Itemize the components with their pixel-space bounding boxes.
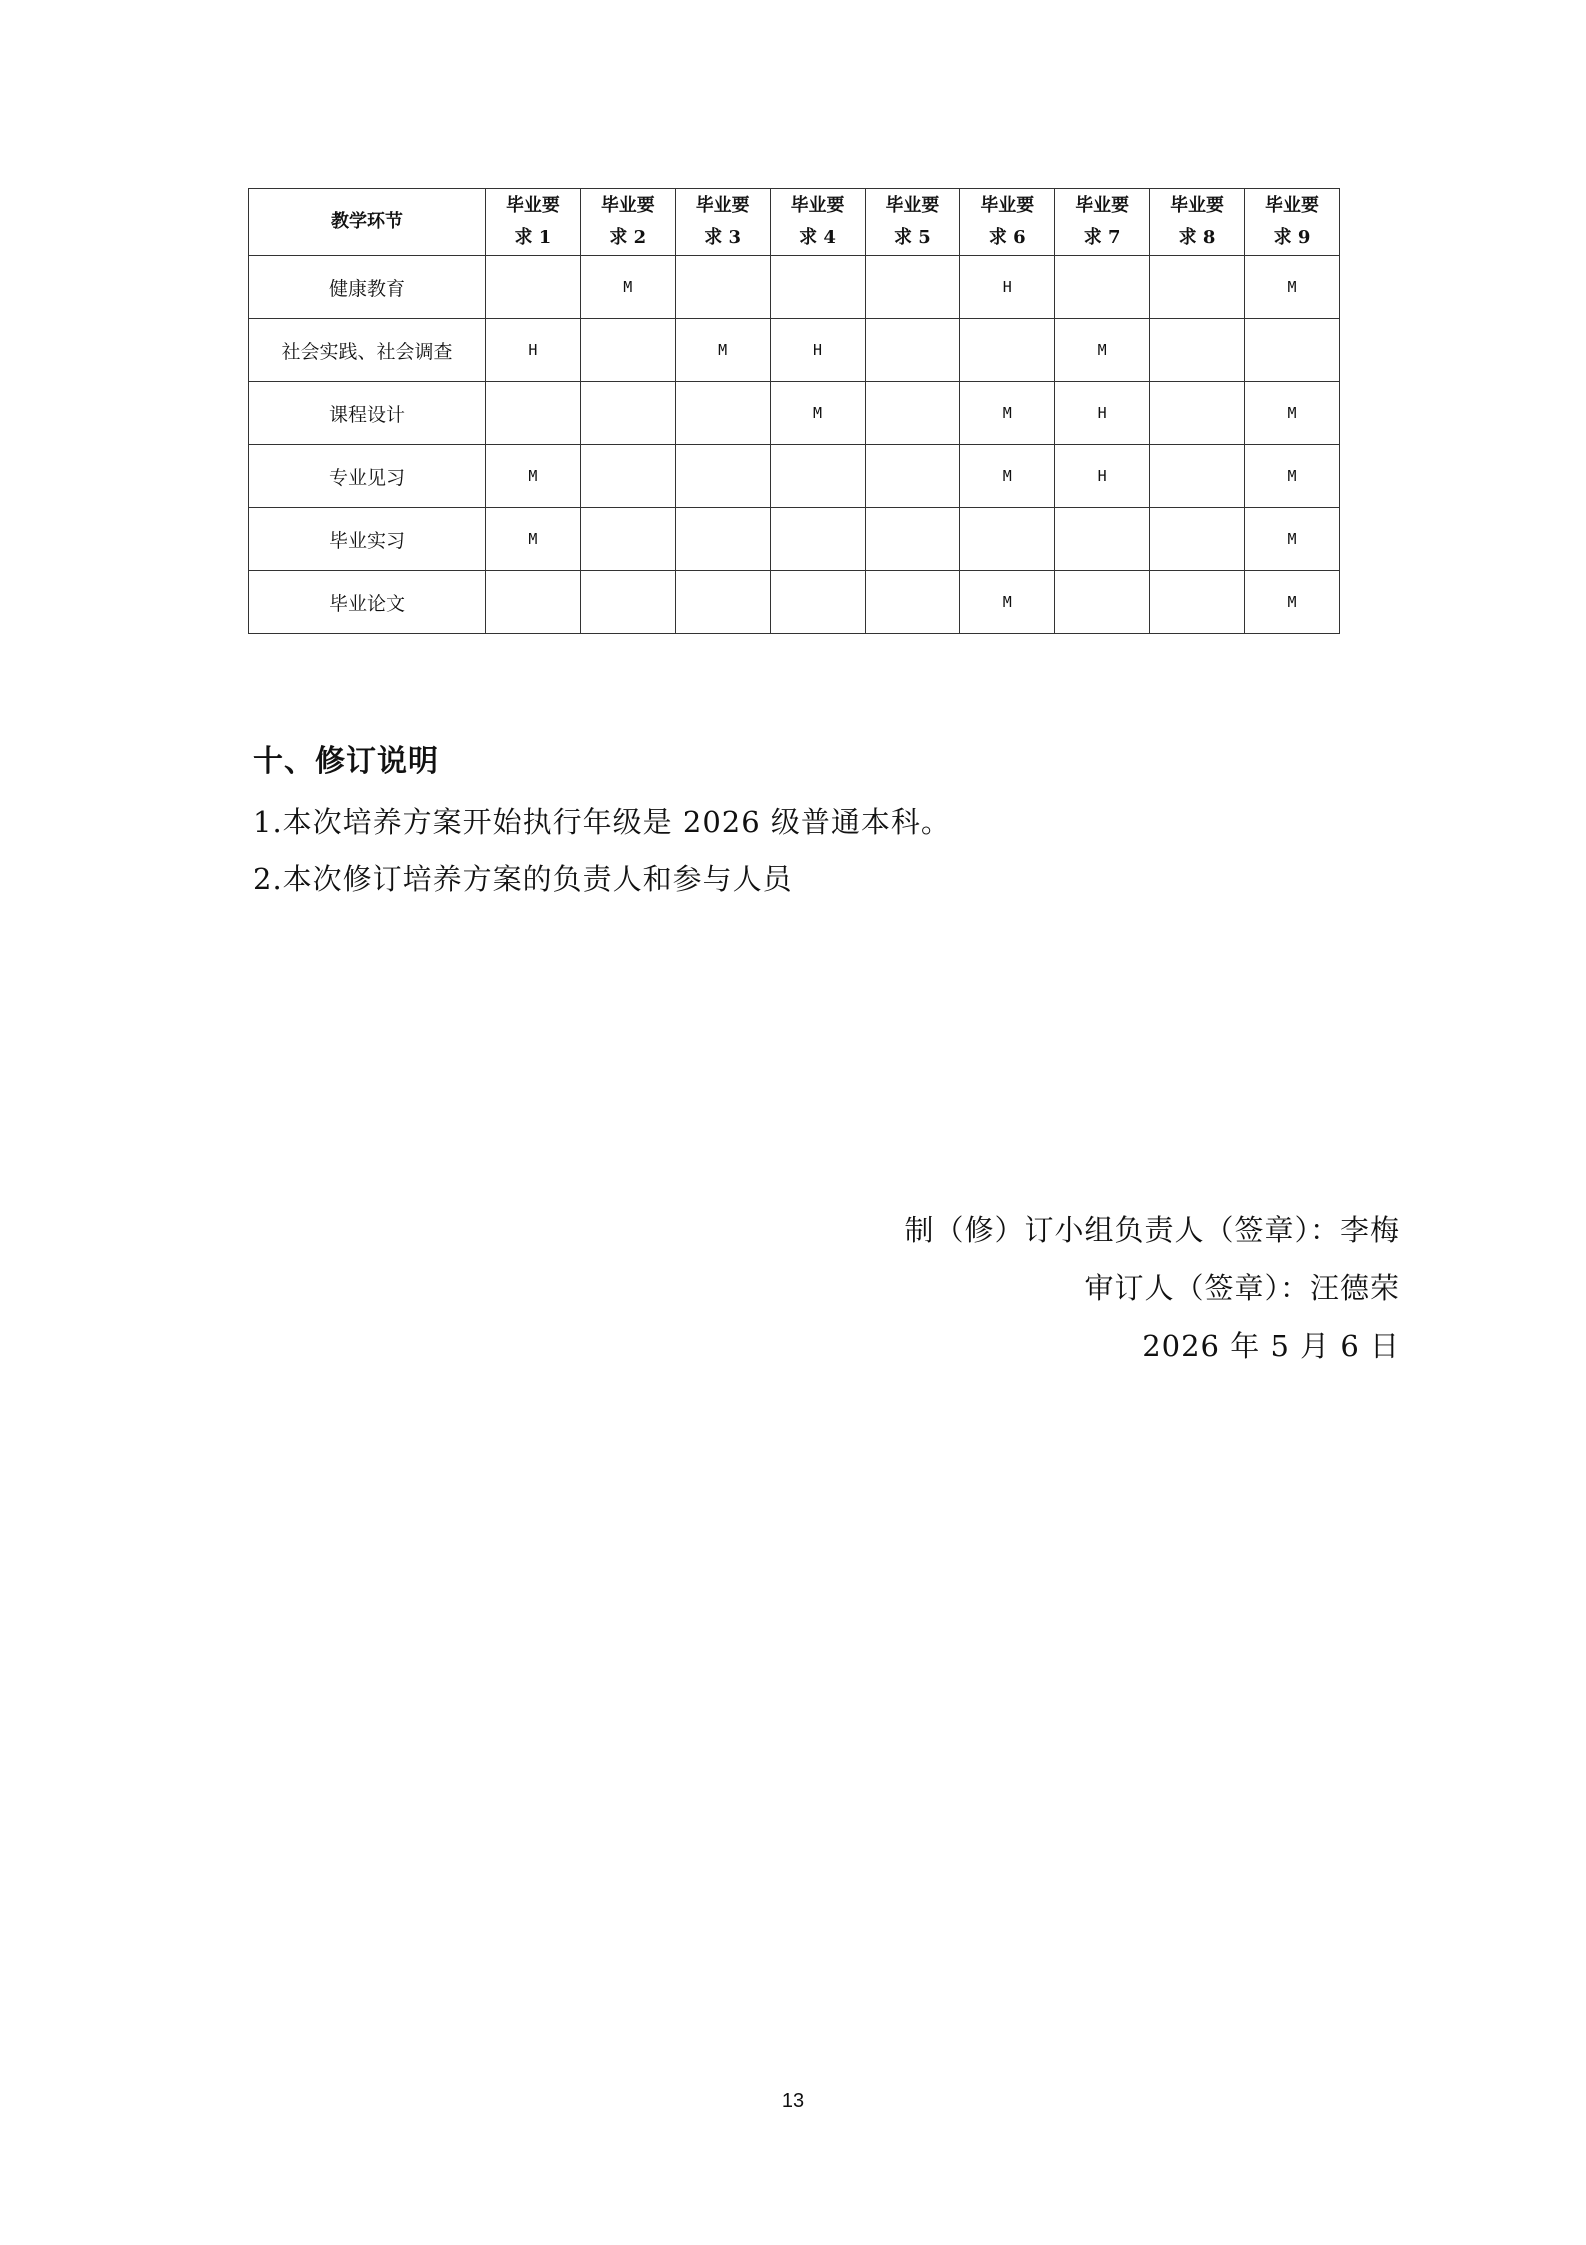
support-level-cell (580, 382, 675, 445)
support-level-cell (675, 571, 770, 634)
support-level-cell (580, 319, 675, 382)
support-level-cell: M (960, 571, 1055, 634)
support-level-cell (1150, 571, 1245, 634)
support-level-cell (865, 445, 960, 508)
support-level-cell (580, 508, 675, 571)
header-line1: 毕业要 (505, 195, 560, 216)
support-level-cell (1150, 508, 1245, 571)
row-label: 社会实践、社会调查 (249, 319, 486, 382)
support-level-cell: M (675, 319, 770, 382)
support-level-cell (675, 508, 770, 571)
table-row (249, 256, 1340, 319)
support-level-cell (770, 571, 865, 634)
reviewer-signature: 审订人（签章）：汪德荣 (1084, 1271, 1400, 1305)
header-req-3 (675, 189, 770, 256)
row-label: 专业见习 (249, 445, 486, 508)
graduation-requirements-matrix (248, 188, 1340, 634)
header-line2: 求 6 (988, 227, 1026, 248)
support-level-cell: M (486, 508, 581, 571)
header-line1: 毕业要 (885, 195, 940, 216)
revision-note-2: 2.本次修订培养方案的负责人和参与人员 (253, 862, 793, 896)
header-req-1 (486, 189, 581, 256)
header-line1: 毕业要 (790, 195, 845, 216)
support-level-cell: H (960, 256, 1055, 319)
support-level-cell (1245, 319, 1340, 382)
table-row (249, 382, 1340, 445)
table-header-row (249, 189, 1340, 256)
support-level-cell (1055, 256, 1150, 319)
header-line2: 求 9 (1273, 227, 1311, 248)
support-level-cell (675, 445, 770, 508)
support-level-cell (960, 508, 1055, 571)
header-line2: 求 1 (514, 227, 552, 248)
support-level-cell: M (486, 445, 581, 508)
support-level-cell: H (486, 319, 581, 382)
support-level-cell (580, 445, 675, 508)
support-level-cell: M (770, 382, 865, 445)
header-line2: 求 2 (609, 227, 647, 248)
support-level-cell (1055, 508, 1150, 571)
row-label: 毕业论文 (249, 571, 486, 634)
support-level-cell: M (580, 256, 675, 319)
support-level-cell (580, 571, 675, 634)
header-line2: 求 8 (1178, 227, 1216, 248)
support-level-cell: M (1245, 571, 1340, 634)
support-level-cell: M (1055, 319, 1150, 382)
section-title: 十、修订说明 (253, 744, 439, 779)
table-row (249, 508, 1340, 571)
header-req-7 (1055, 189, 1150, 256)
support-level-cell: M (1245, 256, 1340, 319)
header-teaching-link: 教学环节 (249, 189, 486, 256)
header-line1: 毕业要 (1170, 195, 1225, 216)
support-level-cell: M (960, 445, 1055, 508)
support-level-cell (1150, 319, 1245, 382)
table-body (249, 256, 1340, 634)
header-req-2 (580, 189, 675, 256)
table-row (249, 445, 1340, 508)
support-level-cell (1150, 256, 1245, 319)
support-level-cell: M (1245, 382, 1340, 445)
header-line2: 求 3 (704, 227, 742, 248)
header-line1: 毕业要 (600, 195, 655, 216)
table-row (249, 319, 1340, 382)
revision-group-leader-signature: 制（修）订小组负责人（签章）：李梅 (904, 1213, 1400, 1247)
support-level-cell (770, 256, 865, 319)
support-level-cell (770, 508, 865, 571)
header-req-4 (770, 189, 865, 256)
header-req-5 (865, 189, 960, 256)
support-level-cell: M (960, 382, 1055, 445)
revision-note-1: 1.本次培养方案开始执行年级是 2026 级普通本科。 (253, 805, 951, 839)
header-line2: 求 7 (1083, 227, 1121, 248)
signature-date: 2026 年 5 月 6 日 (1142, 1329, 1400, 1363)
header-req-6 (960, 189, 1055, 256)
header-line1: 毕业要 (980, 195, 1035, 216)
row-label: 毕业实习 (249, 508, 486, 571)
support-level-cell (865, 319, 960, 382)
support-level-cell (486, 571, 581, 634)
header-line2: 求 5 (894, 227, 931, 248)
support-level-cell (865, 382, 960, 445)
header-line1: 毕业要 (1265, 195, 1319, 216)
support-level-cell: H (1055, 445, 1150, 508)
support-level-cell (1150, 445, 1245, 508)
page-number: 13 (781, 2090, 805, 2112)
header-req-9 (1245, 189, 1340, 256)
header-line1: 毕业要 (1075, 195, 1130, 216)
header-line1: 毕业要 (695, 195, 750, 216)
support-level-cell (865, 571, 960, 634)
row-label: 健康教育 (249, 256, 486, 319)
support-level-cell (865, 256, 960, 319)
header-line2: 求 4 (799, 227, 836, 248)
support-level-cell: H (770, 319, 865, 382)
support-level-cell (1150, 382, 1245, 445)
support-level-cell: M (1245, 445, 1340, 508)
support-level-cell (865, 508, 960, 571)
support-level-cell (1055, 571, 1150, 634)
row-label: 课程设计 (249, 382, 486, 445)
support-level-cell (770, 445, 865, 508)
header-req-8 (1150, 189, 1245, 256)
support-level-cell (960, 319, 1055, 382)
support-level-cell (675, 256, 770, 319)
support-level-cell (486, 256, 581, 319)
support-level-cell: H (1055, 382, 1150, 445)
support-level-cell (486, 382, 581, 445)
support-level-cell (675, 382, 770, 445)
support-level-cell: M (1245, 508, 1340, 571)
table-row (249, 571, 1340, 634)
